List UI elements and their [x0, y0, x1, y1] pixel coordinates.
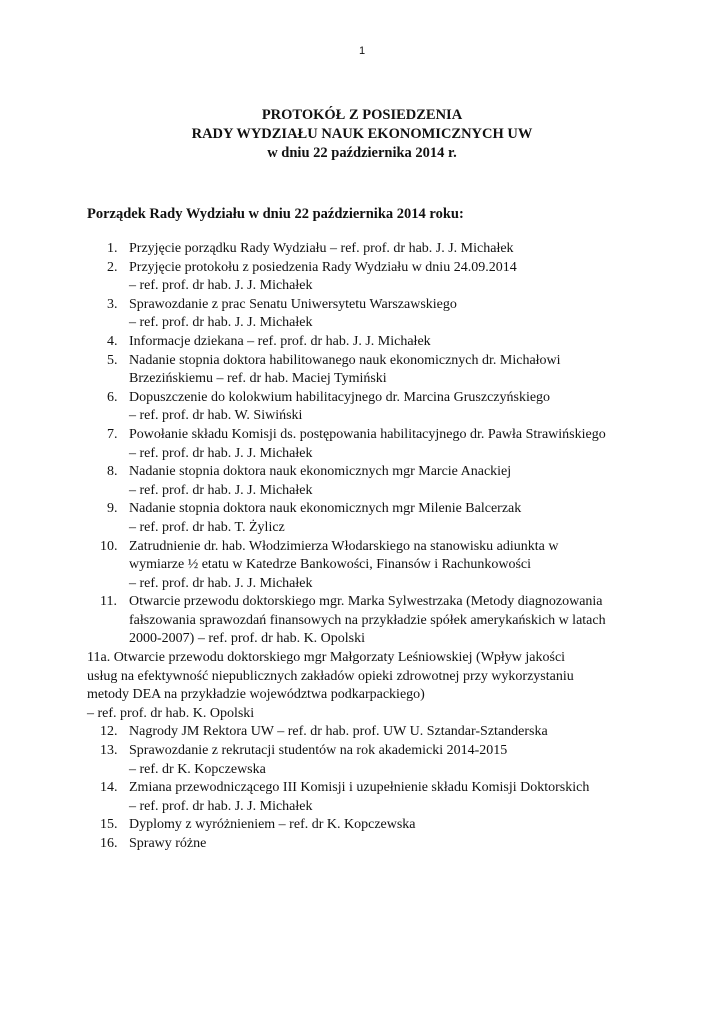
agenda-item-text: Przyjęcie protokołu z posiedzenia Rady Wydziału w dniu 24.09.2014 [129, 259, 517, 275]
agenda-item-number: 5. [107, 352, 118, 368]
agenda-item-text: Nagrody JM Rektora UW – ref. dr hab. prof. UW U. Sztandar-Sztanderska [129, 724, 548, 740]
agenda-item [100, 835, 667, 854]
agenda-item [107, 500, 667, 537]
agenda-item-text: Dopuszczenie do kolokwium habilitacyjnego dr. Marcina Gruszczyńskiego [129, 389, 551, 405]
agenda-item [107, 352, 667, 389]
agenda-item-text: – ref. prof. dr hab. K. Opolski [87, 705, 255, 721]
agenda-item-number: 1. [107, 241, 118, 256]
page-number: 1 [358, 45, 366, 57]
agenda-item [100, 742, 667, 779]
agenda-item-text: fałszowania sprawozdań finansowych na przykładzie spółek amerykańskich w latach [129, 612, 606, 628]
agenda-item-text: Nadanie stopnia doktora nauk ekonomicznych mgr Marcie Anackiej [129, 464, 512, 480]
agenda-item [100, 816, 667, 835]
agenda-item-number: 7. [107, 426, 118, 442]
agenda-item-text: – ref. prof. dr hab. W. Siwiński [129, 408, 303, 424]
agenda-item-text: Otwarcie przewodu doktorskiego mgr. Marka Sylwestrzaka (Metody diagnozowania [129, 594, 603, 610]
agenda-item-text: Zmiana przewodniczącego III Komisji i uzupełnienie składu Komisji Doktorskich [129, 780, 590, 796]
document-title [0, 106, 724, 163]
agenda-item-text: metody DEA na przykładzie województwa podkarpackiego) [87, 687, 425, 703]
agenda-item-text: – ref. prof. dr hab. J. J. Michałek [129, 482, 313, 498]
agenda-item-number: 9. [107, 501, 118, 517]
agenda-item-text: – ref. prof. dr hab. J. J. Michałek [129, 278, 313, 294]
agenda-item-text: usług na efektywność niepublicznych zakładów opieki zdrowotnej przy wykorzystaniu [87, 668, 574, 684]
agenda-item-11a [87, 649, 667, 723]
agenda-list [87, 240, 667, 854]
agenda-item-number: 10. [100, 538, 118, 554]
agenda-item [100, 779, 667, 816]
agenda-item [107, 259, 667, 296]
agenda-item-text: Przyjęcie porządku Rady Wydziału – ref. prof. dr hab. J. J. Michałek [129, 241, 514, 256]
agenda-heading: Porządek Rady Wydziału w dniu 22 października 2014 roku: [87, 206, 464, 222]
agenda-item-number: 11. [100, 594, 117, 610]
agenda-item-text: Nadanie stopnia doktora habilitowanego nauk ekonomicznych dr. Michałowi [129, 352, 561, 368]
agenda-item-number: 3. [107, 296, 118, 312]
agenda-item-text: 11a. Otwarcie przewodu doktorskiego mgr Małgorzaty Leśniowskiej (Wpływ jakości [87, 650, 566, 666]
title-line-2: RADY WYDZIAŁU NAUK EKONOMICZNYCH UW [191, 126, 533, 142]
agenda-item-text: Sprawozdanie z prac Senatu Uniwersytetu Warszawskiego [129, 296, 457, 312]
agenda-item-text: Zatrudnienie dr. hab. Włodzimierza Włodarskiego na stanowisku adiunkta w [129, 538, 559, 554]
agenda-item-text: – ref. prof. dr hab. T. Żylicz [129, 519, 285, 535]
title-line-3: w dniu 22 października 2014 r. [267, 145, 457, 161]
agenda-item [107, 296, 667, 333]
agenda-item-number: 16. [100, 836, 118, 851]
agenda-item [100, 593, 667, 649]
agenda-item-text: Brzezińskiemu – ref. dr hab. Maciej Tymiński [129, 371, 387, 387]
agenda-item [107, 389, 667, 426]
agenda-item [107, 463, 667, 500]
agenda-item-text: Powołanie składu Komisji ds. postępowania habilitacyjnego dr. Pawła Strawińskiego [129, 426, 606, 442]
agenda-item [107, 333, 667, 352]
agenda-item-number: 2. [107, 259, 118, 275]
agenda-item-text: Dyplomy z wyróżnieniem – ref. dr K. Kopczewska [129, 817, 416, 833]
agenda-item [107, 426, 667, 463]
agenda-item-text: – ref. prof. dr hab. J. J. Michałek [129, 575, 313, 591]
agenda-item-number: 14. [100, 780, 118, 796]
agenda-item-number: 8. [107, 464, 118, 480]
agenda-item-number: 4. [107, 333, 118, 349]
agenda-item-text: Sprawozdanie z rekrutacji studentów na rok akademicki 2014-2015 [129, 743, 508, 759]
agenda-item-text: – ref. dr K. Kopczewska [129, 761, 266, 777]
agenda-item-number: 13. [100, 743, 118, 759]
agenda-item-text: 2000-2007) – ref. prof. dr hab. K. Opolski [129, 631, 366, 647]
agenda-item-number: 6. [107, 389, 118, 405]
agenda-item [107, 240, 667, 259]
agenda-item-text: – ref. prof. dr hab. J. J. Michałek [129, 445, 313, 461]
agenda-item-text: Informacje dziekana – ref. prof. dr hab. J. J. Michałek [129, 333, 431, 349]
agenda-item-text: – ref. prof. dr hab. J. J. Michałek [129, 798, 313, 814]
agenda-item [100, 723, 667, 742]
agenda-item-text: Nadanie stopnia doktora nauk ekonomicznych mgr Milenie Balcerzak [129, 501, 522, 517]
agenda-item-number: 12. [100, 724, 118, 740]
agenda-item-text: wymiarze ½ etatu w Katedrze Bankowości, Finansów i Rachunkowości [129, 557, 532, 573]
agenda-item [100, 538, 667, 594]
agenda-item-number: 15. [100, 817, 118, 833]
agenda-item-text: – ref. prof. dr hab. J. J. Michałek [129, 315, 313, 331]
title-line-1: PROTOKÓŁ Z POSIEDZENIA [261, 107, 463, 123]
agenda-item-text: Sprawy różne [129, 836, 207, 851]
